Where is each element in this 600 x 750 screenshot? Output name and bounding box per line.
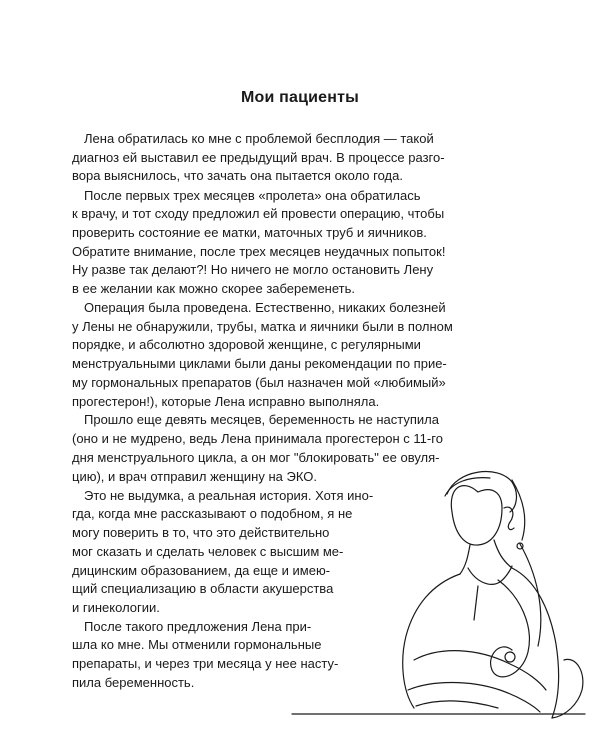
text-line: Операция была проведена. Естественно, никаких болезней — [84, 300, 446, 315]
text-line: Обратите внимание, после трех месяцев неудачных попыток! — [72, 244, 446, 259]
text-line: диагноз ей выставил ее предыдущий врач. В процессе разго- — [72, 150, 445, 165]
text-line: в ее желании как можно скорее забеременеть. — [72, 281, 355, 296]
text-line: менструальными циклами были даны рекомендации по прие- — [72, 356, 447, 371]
text-line: вора выяснилось, что зачать она пытается около года. — [72, 168, 403, 183]
text-line: к врачу, и тот сходу предложил ей провести операцию, чтобы — [72, 206, 445, 221]
page-title: Мои пациенты — [240, 89, 360, 106]
text-line: дицинским образованием, да еще и имею- — [72, 563, 331, 578]
text-line: препараты, и через три месяца у нее насту- — [72, 656, 339, 671]
text-line: могу поверить в то, что это действительно — [72, 525, 330, 540]
text-line: пила беременность. — [72, 675, 195, 690]
text-line: и гинекологии. — [72, 600, 160, 615]
text-line: После первых трех месяцев «пролета» она обратилась — [84, 188, 421, 203]
text-line: Прошло еще девять месяцев, беременность не наступила — [84, 412, 439, 427]
text-line: щий специализацию в области акушерства — [72, 581, 334, 596]
text-line: проверить состояние ее матки, маточных труб и яичников. — [72, 225, 427, 240]
text-line: дня менструального цикла, а он мог "блокировать" ее овуля- — [72, 450, 440, 465]
text-line: му гормональных препаратов (был назначен мой «любимый» — [72, 375, 446, 390]
text-line: Это не выдумка, а реальная история. Хотя ино- — [84, 488, 374, 503]
text-line: порядке, и абсолютно здоровой женщине, с регулярными — [72, 337, 421, 352]
text-line: (оно и не мудрено, ведь Лена принимала прогестерон с 11-го — [72, 431, 443, 446]
text-line: гда, когда мне рассказывают о подобном, я не — [72, 506, 353, 521]
text-line: у Лены не обнаружили, трубы, матка и яичники были в полном — [72, 319, 453, 334]
text-line: Лена обратилась ко мне с проблемой бесплодия — такой — [84, 131, 434, 146]
text-line: Ну разве так делают?! Но ничего не могло остановить Лену — [72, 262, 434, 277]
text-line: цию), и врач отправил женщину на ЭКО. — [72, 469, 317, 484]
text-line: мог сказать и сделать человек с высшим ме- — [72, 544, 344, 559]
text-line: шла ко мне. Мы отменили гормональные — [72, 637, 322, 652]
text-line: прогестерон!), которые Лена исправно выполняла. — [72, 394, 380, 409]
text-line: После такого предложения Лена при- — [84, 619, 312, 634]
